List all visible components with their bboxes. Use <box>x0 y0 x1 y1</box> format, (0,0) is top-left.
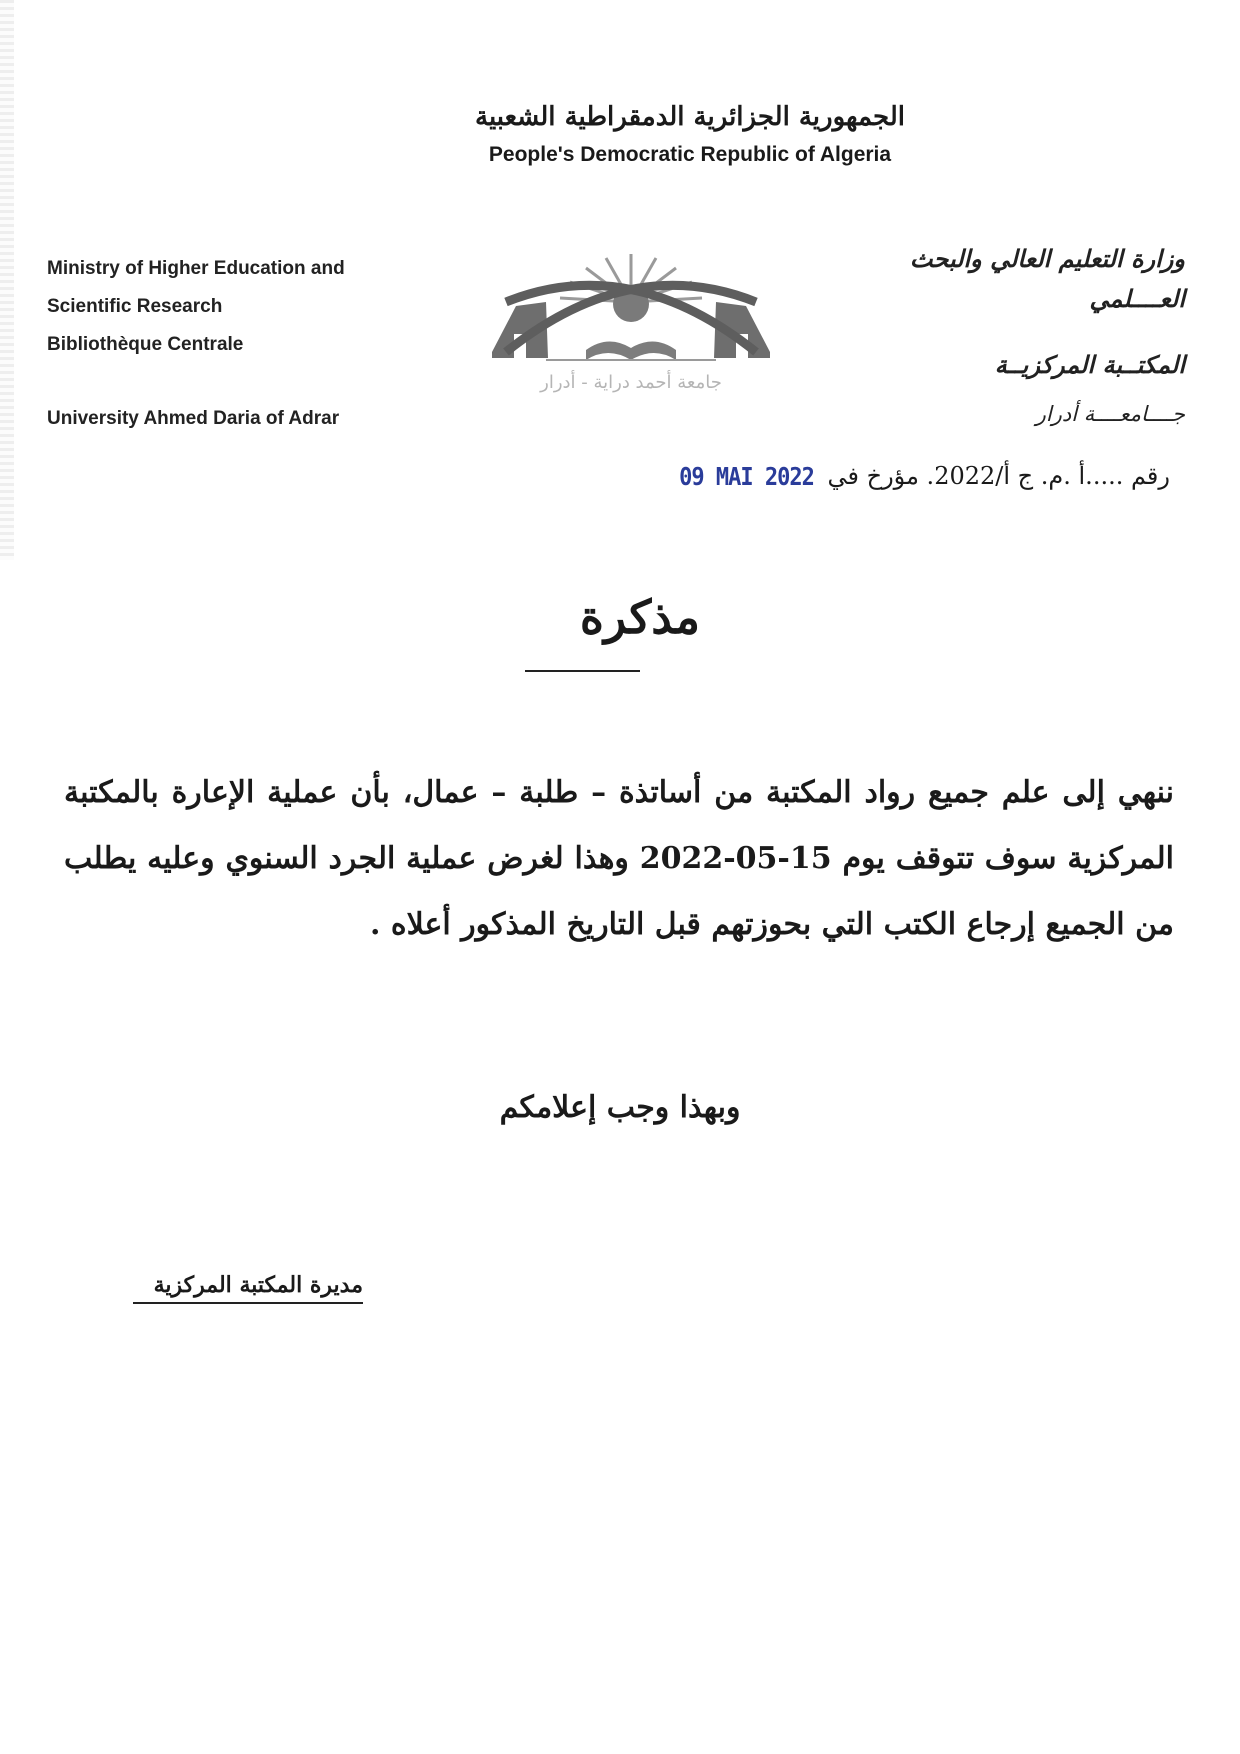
university-logo-icon <box>486 232 776 442</box>
ministry-line-ar-1: وزارة التعليم العالي والبحث <box>909 244 1185 273</box>
scan-edge-artifact <box>0 0 14 560</box>
library-line: Bibliothèque Centrale <box>47 334 244 355</box>
institution-block-english <box>47 254 407 442</box>
university-line: University Ahmed Daria of Adrar <box>47 408 340 429</box>
title-underline <box>525 670 640 672</box>
memo-body: ننهي إلى علم جميع رواد المكتبة من أساتذة – طلبة – عمال، بأن عملية الإعارة بالمكتبة المركزية سوف تتوقف يوم 15-05-2022 وهذا لغرض عملية الجرد السنوي وعليه يطلب من الجميع إرجاع الكتب التي بحوزتهم قبل التاريخ المذكور أعلاه . <box>64 775 1174 942</box>
library-line-ar: المكتــبة المركزيــة <box>994 350 1185 379</box>
reference-number-text: رقم .....أ .م. ج أ/2022. مؤرخ في <box>827 462 1170 490</box>
signature-title: مديرة المكتبة المركزية <box>133 1272 363 1304</box>
republic-title-arabic: الجمهورية الجزائرية الدمقراطية الشعبية <box>475 102 905 132</box>
memo-closing: وبهذا وجب إعلامكم <box>499 1090 741 1125</box>
republic-title-english: People's Democratic Republic of Algeria <box>488 143 892 166</box>
ministry-line-2: Scientific Research <box>47 296 223 317</box>
logo-caption: جامعة أحمد دراية - أدرار <box>540 372 722 393</box>
date-stamp: 09 MAI 2022 <box>679 463 814 492</box>
university-logo <box>486 232 776 442</box>
reference-line <box>679 462 1170 490</box>
ministry-line-1: Ministry of Higher Education and <box>47 258 345 279</box>
institution-block-arabic <box>855 244 1185 442</box>
ministry-line-ar-2: العــــلمي <box>1089 284 1185 313</box>
university-line-ar: جــــامعــــة أدرار <box>1035 402 1185 426</box>
memo-title: مذكرة <box>579 590 701 644</box>
